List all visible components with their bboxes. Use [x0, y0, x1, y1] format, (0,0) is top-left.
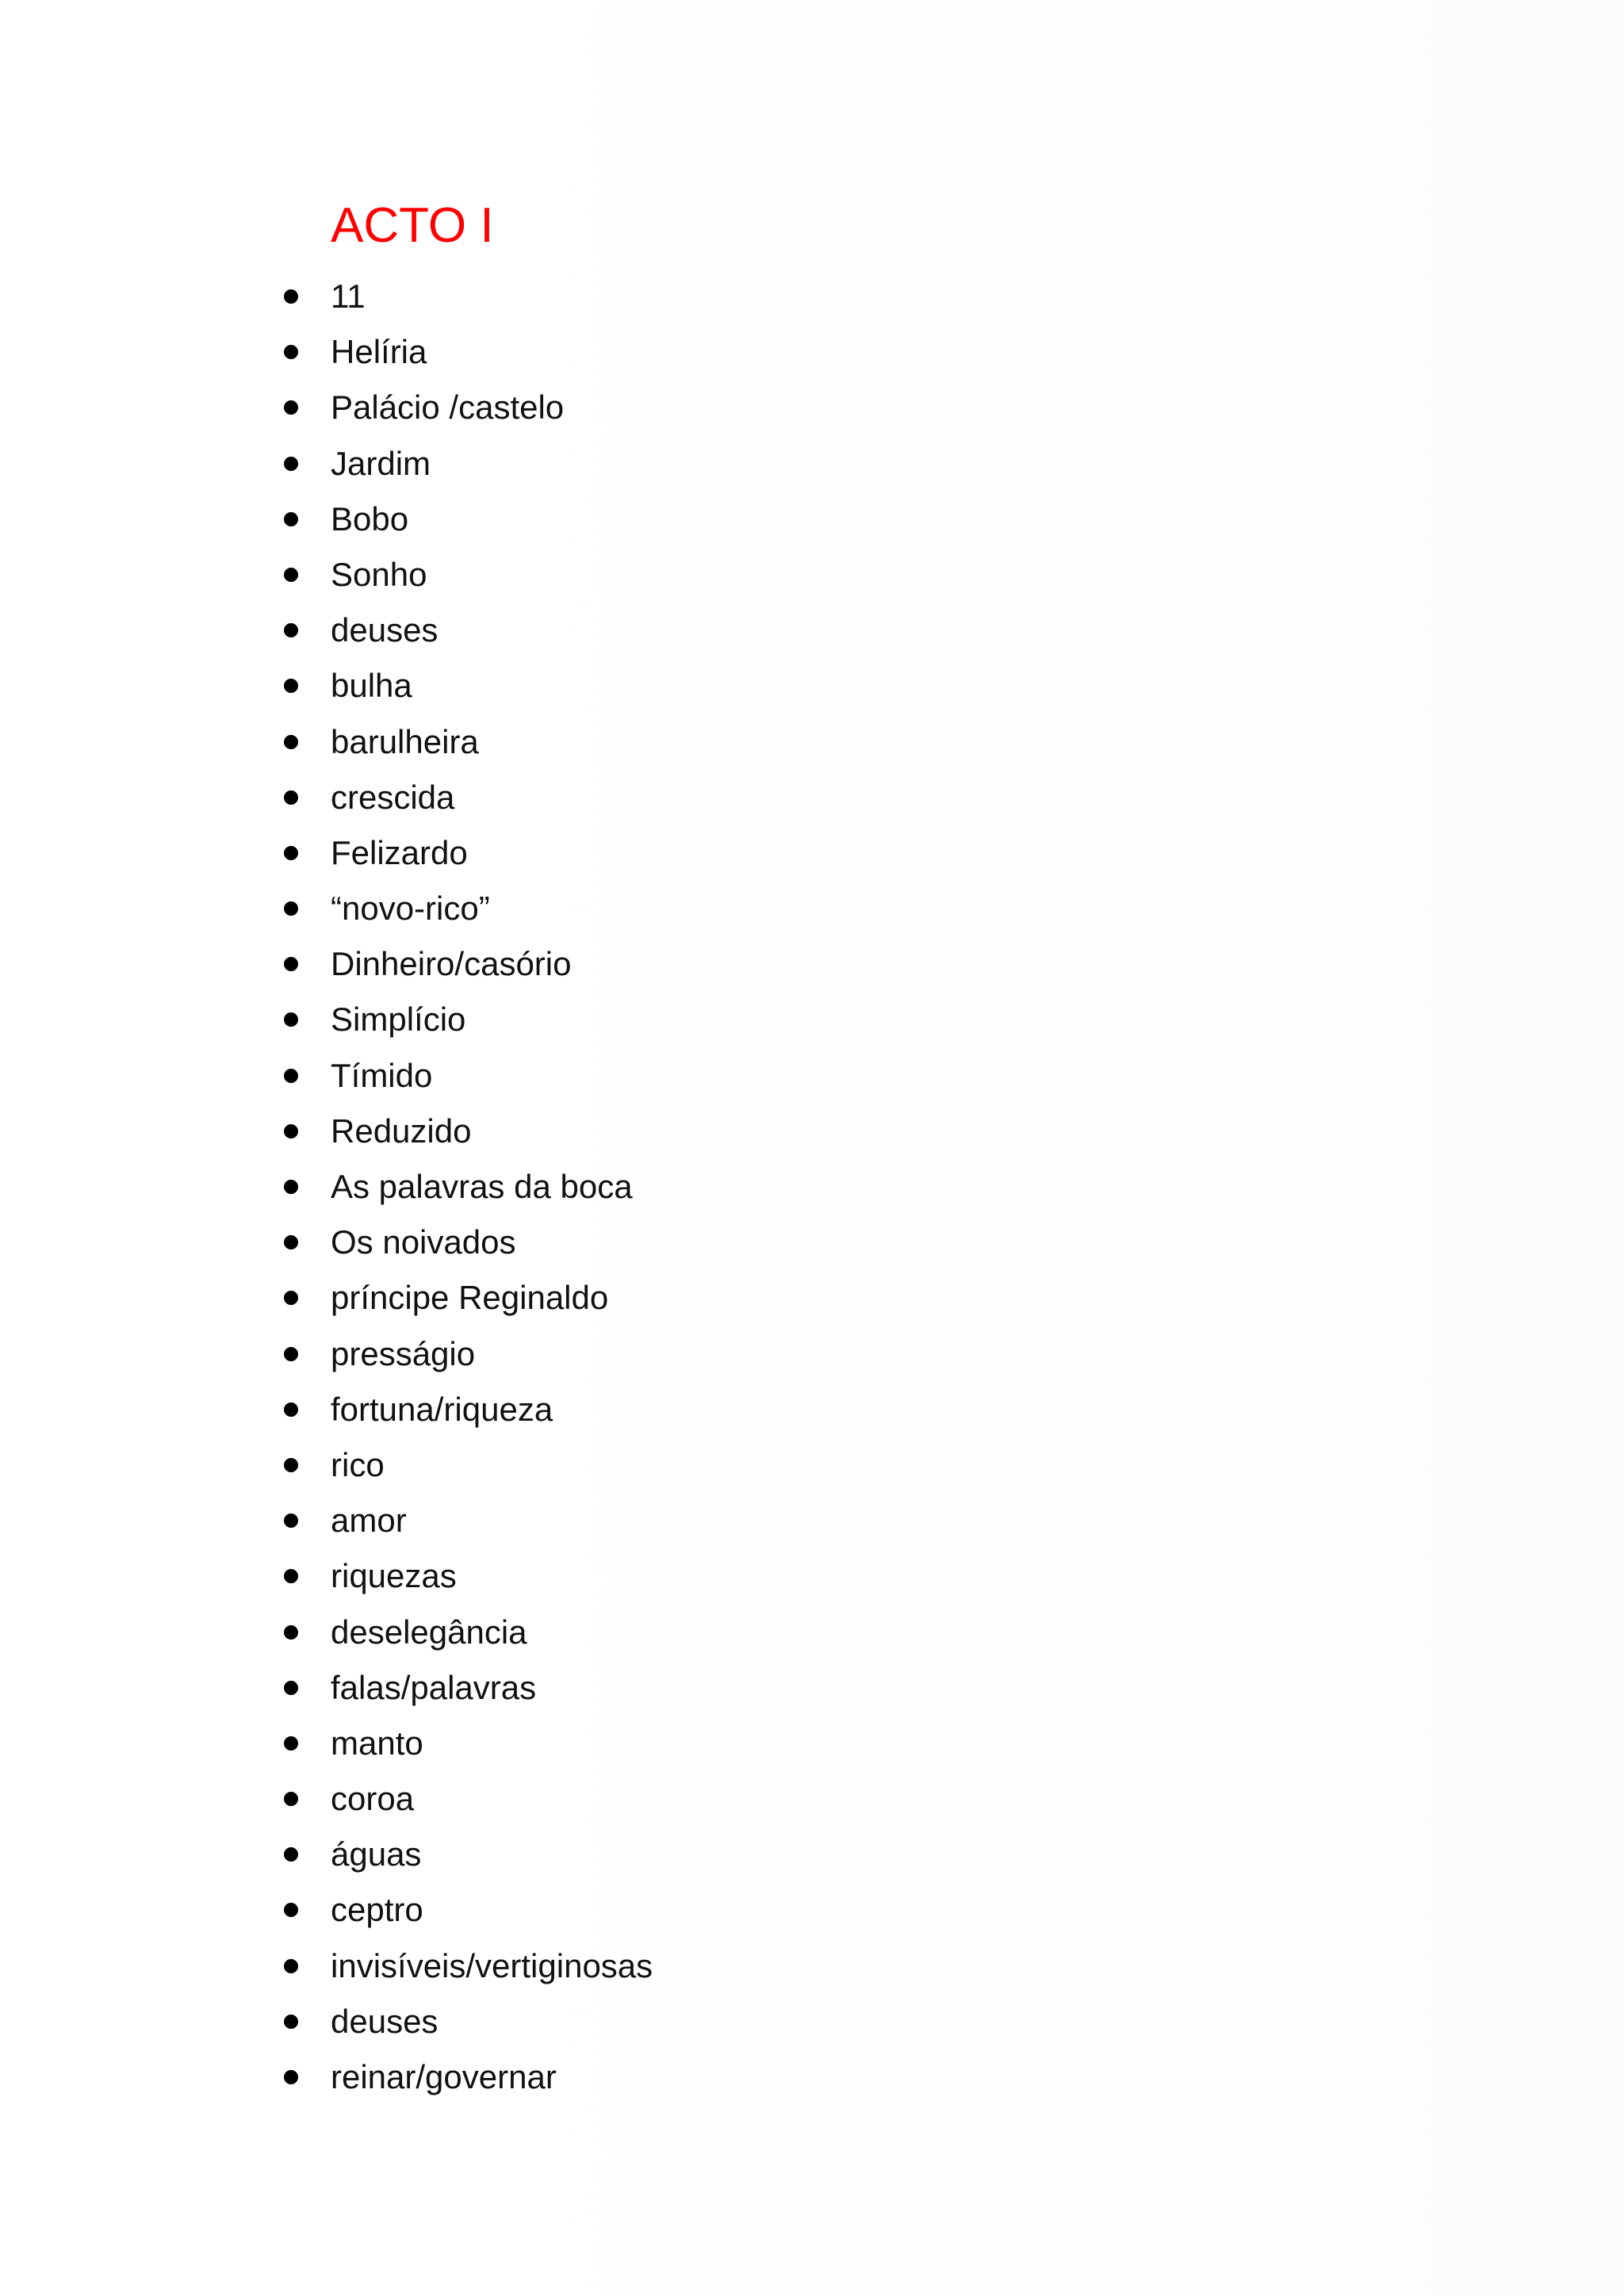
- act-title: ACTO I: [331, 198, 494, 253]
- list-item-text: 11: [331, 277, 366, 315]
- list-item: [0, 1330, 653, 1386]
- list-item: [0, 440, 653, 496]
- bullet-dot-icon: [284, 1235, 298, 1249]
- list-item-text: presságio: [331, 1334, 476, 1372]
- list-item: [0, 607, 653, 662]
- list-item-text: príncipe Reginaldo: [331, 1279, 609, 1317]
- list-item: [0, 1942, 653, 1998]
- list-item: [0, 384, 653, 439]
- bullet-dot-icon: [284, 457, 298, 471]
- list-item-text: barulheira: [331, 722, 479, 760]
- list-item: [0, 1108, 653, 1163]
- list-item: [0, 1441, 653, 1497]
- list-item-text: amor: [331, 1502, 407, 1540]
- list-item-text: reinar/governar: [331, 2058, 557, 2095]
- bullet-dot-icon: [284, 1012, 298, 1027]
- bullet-dot-icon: [284, 1180, 298, 1194]
- bullet-dot-icon: [284, 1291, 298, 1305]
- bullet-dot-icon: [284, 1847, 298, 1862]
- list-item: [0, 718, 653, 774]
- bullet-dot-icon: [284, 512, 298, 526]
- list-item: [0, 1163, 653, 1219]
- list-item-text: Felizardo: [331, 833, 468, 871]
- list-item-text: fortuna/riqueza: [331, 1390, 553, 1428]
- list-item-text: falas/palavras: [331, 1668, 537, 1706]
- list-item-text: riquezas: [331, 1557, 457, 1595]
- bullet-dot-icon: [284, 345, 298, 359]
- bullet-dot-icon: [284, 1959, 298, 1973]
- list-item-text: invisíveis/vertiginosas: [331, 1946, 653, 1984]
- list-item-text: Reduzido: [331, 1112, 472, 1150]
- list-item-text: manto: [331, 1724, 423, 1762]
- list-item-text: Jardim: [331, 444, 431, 482]
- list-item-text: deselegância: [331, 1613, 527, 1651]
- bullet-dot-icon: [284, 901, 298, 916]
- bullet-dot-icon: [284, 568, 298, 582]
- list-item-text: ceptro: [331, 1891, 423, 1929]
- list-item-text: águas: [331, 1835, 422, 1873]
- bullet-dot-icon: [284, 1458, 298, 1472]
- bullet-dot-icon: [284, 1736, 298, 1751]
- bullet-dot-icon: [284, 2015, 298, 2029]
- bullet-dot-icon: [284, 1681, 298, 1695]
- list-item: [0, 1552, 653, 1608]
- bullet-dot-icon: [284, 1347, 298, 1361]
- list-item-text: Tímido: [331, 1056, 433, 1094]
- bullet-dot-icon: [284, 1124, 298, 1138]
- list-item: [0, 2053, 653, 2109]
- list-item-text: Dinheiro/casório: [331, 945, 572, 983]
- bullet-dot-icon: [284, 1792, 298, 1806]
- list-item: [0, 1775, 653, 1831]
- list-item: [0, 1052, 653, 1108]
- list-item-text: “novo-rico”: [331, 890, 490, 928]
- list-item: [0, 1886, 653, 1942]
- list-item-text: deuses: [331, 611, 439, 649]
- bullet-dot-icon: [284, 1569, 298, 1583]
- list-item-text: coroa: [331, 1780, 415, 1818]
- list-item-text: Bobo: [331, 499, 409, 538]
- list-item: [0, 829, 653, 885]
- bullet-dot-icon: [284, 957, 298, 971]
- list-item: [0, 1274, 653, 1330]
- list-item: [0, 1609, 653, 1664]
- list-item: [0, 1998, 653, 2053]
- list-item: [0, 885, 653, 940]
- bullet-dot-icon: [284, 790, 298, 805]
- list-item-text: As palavras da boca: [331, 1168, 633, 1205]
- list-item: [0, 1219, 653, 1274]
- list-item-text: Helíria: [331, 333, 427, 371]
- list-item: [0, 940, 653, 996]
- list-item-text: crescida: [331, 778, 455, 816]
- bullet-dot-icon: [284, 623, 298, 637]
- list-item-text: deuses: [331, 2002, 439, 2040]
- bullet-dot-icon: [284, 1402, 298, 1417]
- list-item-text: rico: [331, 1445, 385, 1483]
- list-item-text: Os noivados: [331, 1223, 516, 1261]
- bullet-dot-icon: [284, 735, 298, 749]
- list-item: [0, 496, 653, 551]
- list-item-text: Simplício: [331, 1001, 466, 1039]
- list-item: [0, 1831, 653, 1886]
- bullet-dot-icon: [284, 1625, 298, 1640]
- bullet-dot-icon: [284, 400, 298, 415]
- list-item-text: Palácio /castelo: [331, 388, 565, 427]
- list-item: [0, 328, 653, 384]
- list-item: [0, 774, 653, 829]
- list-item: [0, 1497, 653, 1552]
- list-item: [0, 1664, 653, 1720]
- bullet-dot-icon: [284, 679, 298, 693]
- list-item: [0, 996, 653, 1051]
- list-item-text: Sonho: [331, 555, 427, 593]
- bullet-dot-icon: [284, 1903, 298, 1917]
- bullet-dot-icon: [284, 1513, 298, 1528]
- bullet-dot-icon: [284, 846, 298, 860]
- list-item: [0, 551, 653, 607]
- list-item: [0, 273, 653, 328]
- list-item: [0, 1386, 653, 1441]
- bullet-dot-icon: [284, 289, 298, 304]
- word-list: [0, 273, 653, 2109]
- bullet-dot-icon: [284, 1069, 298, 1083]
- list-item-text: bulha: [331, 667, 412, 705]
- list-item: [0, 662, 653, 718]
- list-item: [0, 1720, 653, 1775]
- bullet-dot-icon: [284, 2070, 298, 2084]
